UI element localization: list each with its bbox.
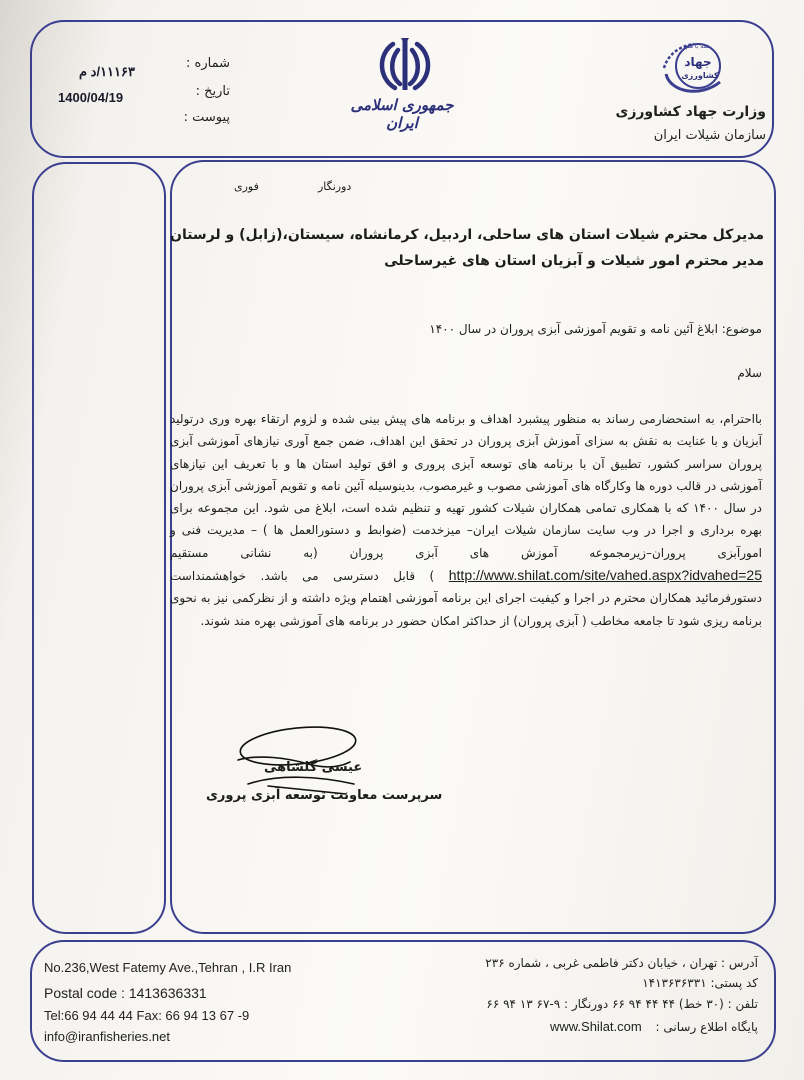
greeting: سلام (737, 366, 762, 380)
body-text-part-2: ) قابل دسترسی می باشد. خواهشمنداست دستورفرمائید همکاران محترم در اجرا و کیفیت اجرای این برنامه آموزشی اهتمام ویژه داشته و از نظرکمی نیز به نحوی برنامه ریزی شود تا جامعه مخاطب ( آبزی پروران) از حداکثر امکان حضور در برنامه های آموزشی بهره مند شوند. (170, 569, 762, 628)
emblem-caption: جمهوری اسلامی ایران (350, 96, 454, 132)
logo-text-bottom: کشاورزی (681, 71, 719, 80)
urgency-label: فوری (234, 180, 259, 193)
number-label: شماره : (186, 56, 230, 71)
body-text-part-1: بااحترام، به استحضارمی رساند به منظور پیشبرد اهداف و برنامه های پیش بینی شده و لزوم ارتقاء بهره وری درتولید آبزیان و با عنایت به نقش به سزای آموزش آبزی پروران در تحقق این اهداف، ضمن جمع آوری نیازهای آموزشی آبزی پروران سراسر کشور، تطبیق آن با برنامه های توسعه آبزی پروری و افق تولید استان ها و با تعریف این نیازهای آموزشی در قالب دوره ها وکارگاه های آموزشی مصوب و غیرمصوب، بدینوسیله آئین نامه و تقویم آموزشی آبزی پروران در سال ۱۴۰۰ که با همکاری تمامی همکاران شیلات کشور تهیه و تنظیم شده است، ابلاغ می شود. این مجموعه برای بهره برداری و اجرا در وب سایت سازمان شیلات ایران– میزخدمت (ضوابط و دستورالعمل ها ) – مدیریت فنی و امورآبزی پروران–زیرمجموعه آموزش های آبزی پروران (به نشانی مستقیم (170, 412, 762, 560)
letter-body (170, 408, 762, 632)
letter-subject: موضوع: ابلاغ آئین نامه و تقویم آموزشی آبزی پروران در سال ۱۴۰۰ (429, 322, 762, 336)
footer-address-en: No.236,West Fatemy Ave.,Tehran , I.R Iran (44, 960, 292, 975)
footer-phone-fa: تلفن : (۳۰ خط) ۴۴ ۴۴ ۹۴ ۶۶ دورنگار : ۹-۶۷ ۱۳ ۹۴ ۶۶ (486, 997, 758, 1011)
jahad-keshavarzi-logo-icon (660, 34, 732, 98)
iran-emblem-icon (374, 36, 436, 96)
organization-name: سازمان شیلات ایران (653, 128, 766, 143)
addressee-line-2: مدیر محترم امور شیلات و آبزیان استان های غیرساحلی (384, 253, 764, 269)
footer-email-en[interactable]: info@iranfisheries.net (44, 1029, 170, 1044)
date-value: 1400/04/19 (58, 90, 124, 105)
attachment-label: پیوست : (183, 110, 230, 125)
signer-name: عیسی گلشاهی (264, 760, 363, 775)
signer-title: سرپرست معاونت توسعه آبزی پروری (206, 788, 443, 803)
footer-website-link[interactable]: www.Shilat.com (549, 1019, 642, 1034)
addressee-line-1: مدیرکل محترم شیلات استان های ساحلی، اردبیل، کرمانشاه، سیستان،(زابل) و لرستان (170, 227, 764, 243)
footer-address-fa: آدرس : تهران ، خیابان دکتر فاطمی غربی ، شماره ۲۳۶ (485, 956, 758, 970)
footer-website-label: پایگاه اطلاع رسانی : (655, 1020, 758, 1034)
shilat-link[interactable]: http://www.shilat.com/site/vahed.aspx?idvahed=25 (448, 567, 762, 584)
footer-phone-en: Tel:66 94 44 44 Fax: 66 94 13 67 -9 (44, 1008, 250, 1023)
ministry-name: وزارت جهاد کشاورزی (615, 104, 766, 120)
fax-label: دورنگار (318, 180, 352, 193)
logo-small-text: همه با هم (685, 43, 711, 50)
date-label: تاریخ : (195, 84, 230, 99)
footer-postal-fa: کد پستی: ۱۴۱۳۶۳۶۳۳۱ (642, 976, 758, 990)
number-value: ۱۱۱۶۳/د م (79, 64, 135, 79)
footer-website-row (550, 1019, 758, 1034)
side-margin-frame (32, 162, 166, 934)
logo-text-top: جهاد (684, 55, 712, 69)
footer-postal-en: Postal code : 1413636331 (44, 985, 207, 1001)
addressee-block (164, 222, 764, 274)
